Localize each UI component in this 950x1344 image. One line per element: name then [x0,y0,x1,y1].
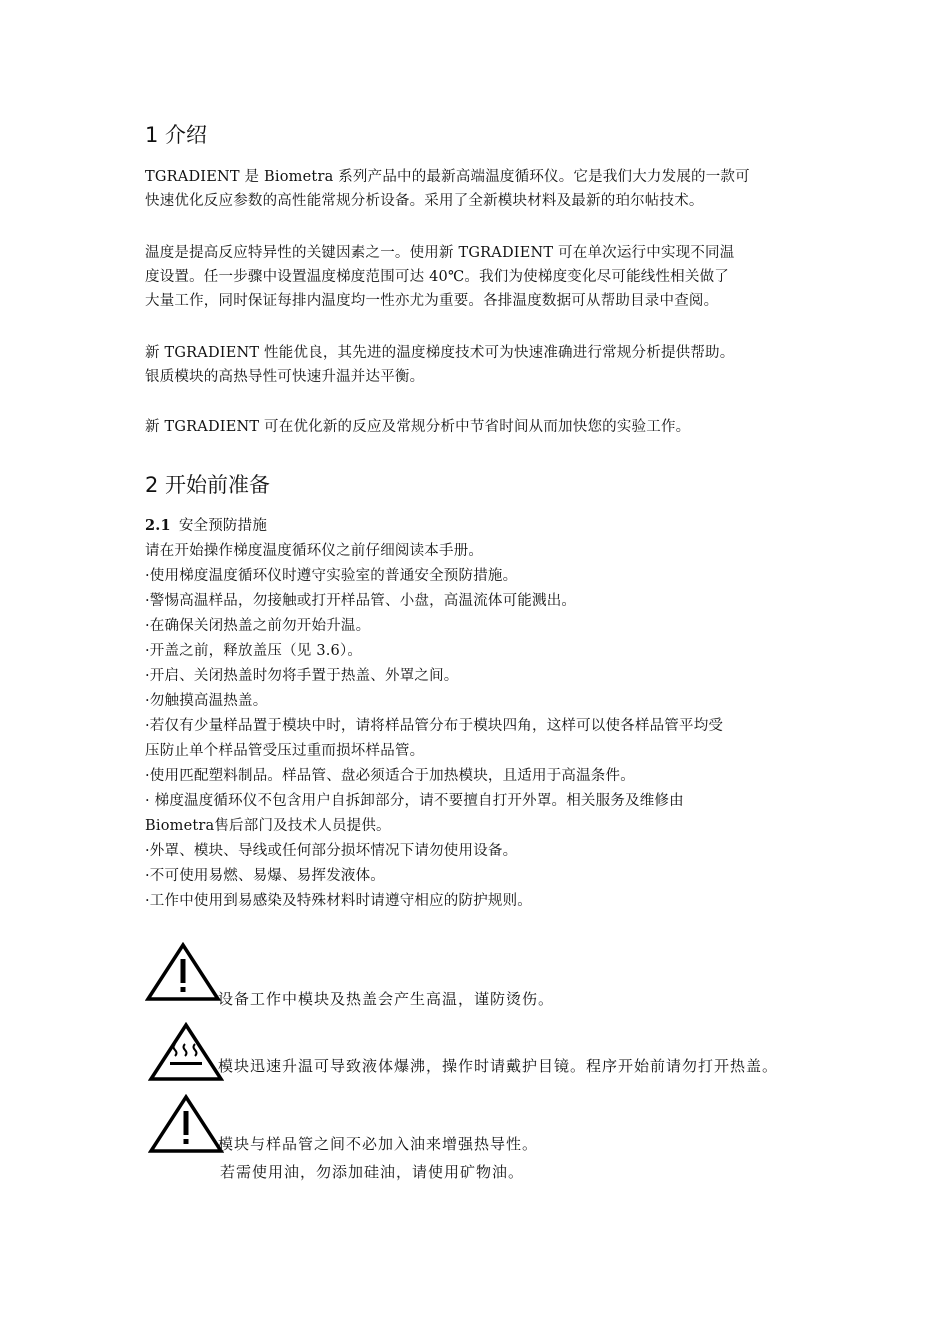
subsection-number: 2.1 [145,517,171,534]
intro-p3-line-2: 银质模块的高热导性可快速升温并达平衡。 [145,369,425,385]
safety-bullet: ·警惕高温样品，勿接触或打开样品管、小盘，高温流体可能溅出。 [145,593,577,609]
warning-triangle-icon [148,1094,224,1154]
intro-p1-line-1: TGRADIENT 是 Biometra 系列产品中的最新高端温度循环仪。它是我们大力发展的一款可 [145,169,750,185]
intro-p1-line-2: 快速优化反应参数的高性能常规分析设备。采用了全新模块材料及最新的珀尔帖技术。 [145,193,704,209]
section-1-heading: 1 介绍 [145,123,208,147]
safety-intro: 请在开始操作梯度温度循环仪之前仔细阅读本手册。 [145,543,484,559]
subsection-title: 安全预防措施 [178,518,268,534]
safety-bullet: ·使用梯度温度循环仪时遵守实验室的普通安全预防措施。 [145,568,518,584]
intro-p3-line-1: 新 TGRADIENT 性能优良，其先进的温度梯度技术可为快速准确进行常规分析提供帮助。 [145,345,735,361]
warning-triangle-icon [145,942,221,1002]
safety-bullet-continued: Biometra售后部门及技术人员提供。 [145,818,391,834]
safety-bullet: ·勿触摸高温热盖。 [145,693,268,709]
hot-surface-icon [148,1022,224,1082]
safety-bullet: · 梯度温度循环仪不包含用户自拆卸部分，请不要擅自打开外罩。相关服务及维修由 [145,793,684,809]
safety-bullet: ·若仅有少量样品置于模块中时，请将样品管分布于模块四角，这样可以使各样品管平均受 [145,718,724,734]
section-2-heading: 2 开始前准备 [145,473,271,497]
warning-3-text-line-2: 若需使用油，勿添加硅油，请使用矿物油。 [220,1163,525,1181]
warning-1-text: 设备工作中模块及热盖会产生高温，谨防烫伤。 [218,990,555,1008]
safety-bullet: ·开盖之前，释放盖压（见 3.6）。 [145,643,363,659]
intro-p2-line-3: 大量工作，同时保证每排内温度均一性亦尤为重要。各排温度数据可从帮助目录中查阅。 [145,293,719,309]
warning-3-text-line-1: 模块与样品管之间不必加入油来增强热导性。 [218,1135,539,1153]
intro-p2-line-1: 温度是提高反应特异性的关键因素之一。使用新 TGRADIENT 可在单次运行中实现不同温 [145,245,735,261]
warning-2-text: 模块迅速升温可导致液体爆沸，操作时请戴护目镜。程序开始前请勿打开热盖。 [218,1057,779,1075]
safety-bullet: ·开启、关闭热盖时勿将手置于热盖、外罩之间。 [145,668,459,684]
safety-bullet: ·不可使用易燃、易爆、易挥发液体。 [145,868,386,884]
intro-p2-line-2: 度设置。任一步骤中设置温度梯度范围可达 40℃。我们为使梯度变化尽可能线性相关做了 [145,269,729,285]
safety-bullet: ·工作中使用到易感染及特殊材料时请遵守相应的防护规则。 [145,893,533,909]
safety-bullet-continued: 压防止单个样品管受压过重而损坏样品管。 [145,743,425,759]
subsection-2-1-title [145,515,267,537]
safety-bullet: ·在确保关闭热盖之前勿开始升温。 [145,618,371,634]
safety-bullet: ·使用匹配塑料制品。样品管、盘必须适合于加热模块，且适用于高温条件。 [145,768,635,784]
safety-bullet: ·外罩、模块、导线或任何部分损坏情况下请勿使用设备。 [145,843,518,859]
intro-p4-line-1: 新 TGRADIENT 可在优化新的反应及常规分析中节省时间从而加快您的实验工作。 [145,419,691,435]
